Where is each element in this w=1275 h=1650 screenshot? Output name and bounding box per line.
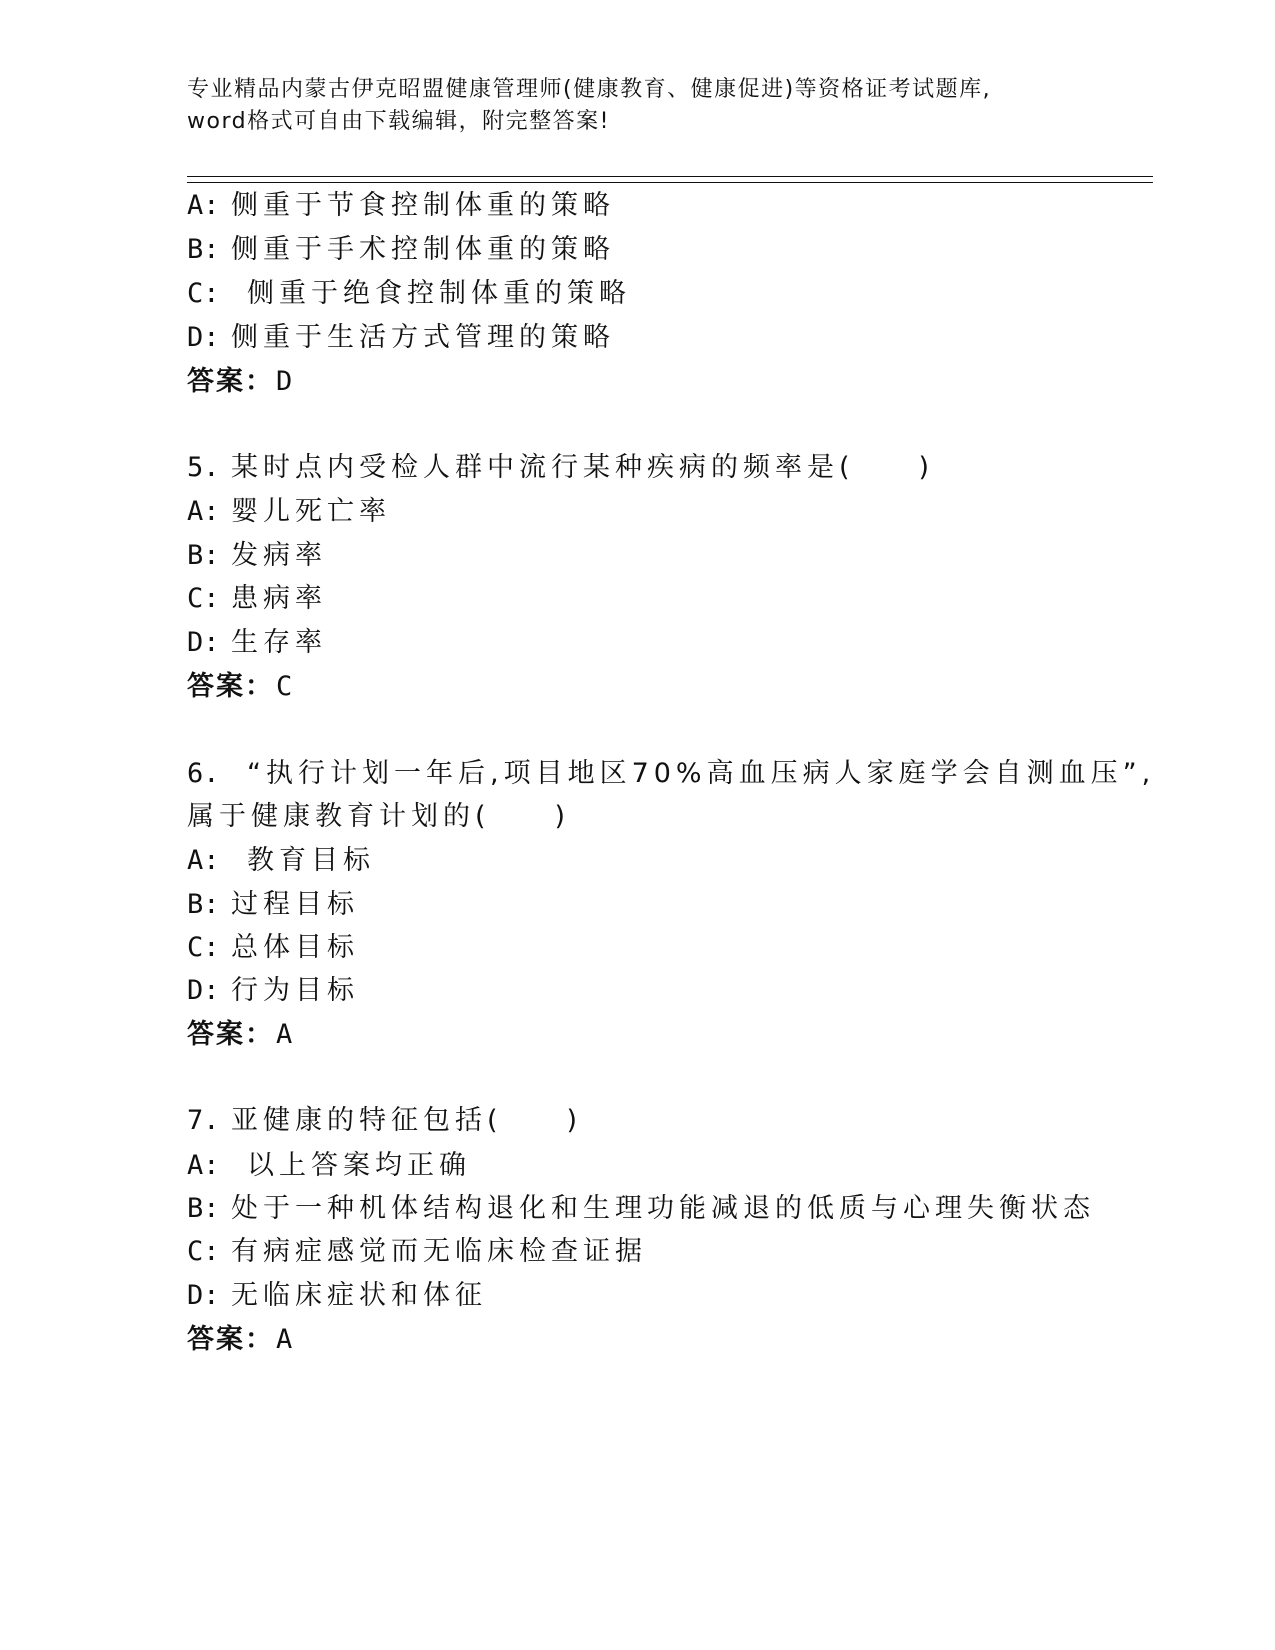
option-text: 处于一种机体结构退化和生理功能减退的低质与心理失衡状态	[231, 1193, 1095, 1224]
option-label: C:	[187, 1236, 220, 1267]
option-label: B:	[187, 889, 220, 920]
option-b	[187, 227, 615, 266]
option-text: 侧重于绝食控制体重的策略	[247, 278, 631, 309]
question-stem-line-2	[187, 794, 570, 833]
option-label: C:	[187, 278, 220, 309]
option-c	[187, 1229, 647, 1268]
option-label: A:	[187, 190, 220, 221]
question-text: 亚健康的特征包括( )	[231, 1105, 583, 1136]
document-header	[187, 74, 1147, 138]
answer-value: A	[276, 1324, 295, 1355]
option-c	[187, 271, 631, 310]
answer-label: 答案：	[187, 1019, 274, 1050]
answer-line	[187, 359, 294, 398]
answer-value: C	[276, 671, 295, 702]
question-stem	[187, 445, 934, 484]
option-label: A:	[187, 496, 220, 527]
option-text: 患病率	[231, 583, 327, 614]
answer-value: A	[276, 1019, 295, 1050]
option-d	[187, 968, 359, 1007]
question-text: “执行计划一年后,项目地区70%高血压病人家庭学会自测血压”,	[247, 758, 1156, 789]
header-divider-top	[187, 176, 1153, 177]
question-text-continued: 属于健康教育计划的( )	[187, 801, 571, 832]
answer-label: 答案：	[187, 671, 274, 702]
question-number: 6.	[187, 758, 220, 789]
option-text: 总体目标	[231, 932, 359, 963]
answer-line	[187, 664, 294, 703]
option-a	[187, 183, 615, 222]
option-text: 侧重于生活方式管理的策略	[231, 322, 615, 353]
answer-label: 答案：	[187, 1324, 274, 1355]
option-text: 发病率	[231, 540, 327, 571]
option-label: D:	[187, 322, 220, 353]
option-label: A:	[187, 1150, 220, 1181]
question-stem-line-1	[187, 751, 1155, 790]
option-label: B:	[187, 1193, 220, 1224]
option-b	[187, 882, 359, 921]
option-label: C:	[187, 932, 220, 963]
option-c	[187, 576, 327, 615]
option-label: D:	[187, 627, 220, 658]
option-text: 有病症感觉而无临床检查证据	[231, 1236, 647, 1267]
question-text: 某时点内受检人群中流行某种疾病的频率是( )	[231, 452, 935, 483]
option-label: D:	[187, 1280, 220, 1311]
option-text: 生存率	[231, 627, 327, 658]
answer-line	[187, 1012, 294, 1051]
option-label: A:	[187, 845, 220, 876]
option-b	[187, 1186, 1095, 1225]
option-a	[187, 838, 375, 877]
option-label: B:	[187, 540, 220, 571]
option-d	[187, 1273, 487, 1312]
option-text: 过程目标	[231, 889, 359, 920]
option-text: 婴儿死亡率	[231, 496, 391, 527]
option-text: 行为目标	[231, 975, 359, 1006]
answer-value: D	[276, 366, 295, 397]
option-text: 教育目标	[247, 845, 375, 876]
option-label: C:	[187, 583, 220, 614]
question-stem	[187, 1098, 582, 1137]
option-text: 侧重于节食控制体重的策略	[231, 190, 615, 221]
option-a	[187, 1143, 471, 1182]
option-text: 以上答案均正确	[247, 1150, 471, 1181]
option-c	[187, 925, 359, 964]
header-line-2: word格式可自由下载编辑，附完整答案!	[187, 109, 610, 134]
question-number: 5.	[187, 452, 220, 483]
option-label: D:	[187, 975, 220, 1006]
option-d	[187, 620, 327, 659]
option-a	[187, 489, 391, 528]
option-text: 侧重于手术控制体重的策略	[231, 234, 615, 265]
option-d	[187, 315, 615, 354]
header-line-1: 专业精品内蒙古伊克昭盟健康管理师(健康教育、健康促进)等资格证考试题库,	[187, 77, 992, 102]
option-b	[187, 533, 327, 572]
answer-line	[187, 1317, 294, 1356]
option-label: B:	[187, 234, 220, 265]
answer-label: 答案：	[187, 366, 274, 397]
option-text: 无临床症状和体征	[231, 1280, 487, 1311]
question-number: 7.	[187, 1105, 220, 1136]
